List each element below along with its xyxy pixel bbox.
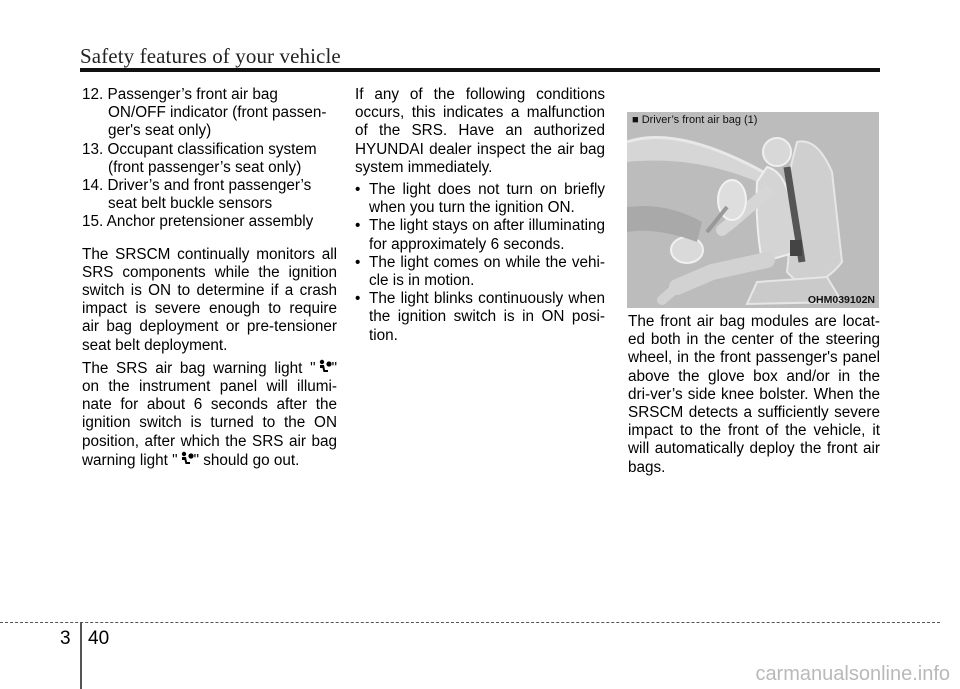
list-item: 13. Occupant classification system (front passenger’s seat only): [82, 140, 317, 176]
section-number: 3: [60, 628, 71, 649]
watermark-text: carmanualsonline.info: [755, 663, 950, 685]
list-item: 12. Passenger’s front air bag ON/OFF indicator (front passen-ger's seat only): [82, 86, 327, 140]
list-item: • The light comes on while the vehi-cle is in motion.: [355, 254, 605, 290]
front-airbag-paragraph: The front air bag modules are locat-ed both in the center of the steering wheel, in the front passenger's panel above the glove box and/or in the dri-ver’s side knee bolster. When the SRSCM detects a sufficiently severe impact to the front of the vehicle, it will automatically deploy the front air bags.: [628, 313, 880, 476]
warning-light-paragraph: The SRS air bag warning light " " on the instrument panel will illumi-nate for about 6 seconds after the ignition switch is turned to the ON position, after which the SRS air bag warning light " " should go out.: [82, 359, 337, 469]
driver-airbag-illustration: [627, 112, 879, 308]
list-item: • The light blinks continuously when the ignition switch is in ON posi-tion.: [355, 290, 605, 345]
page-number-divider: [80, 622, 82, 689]
list-item: 14. Driver’s and front passenger’s seat belt buckle sensors: [82, 177, 312, 213]
footer-rule: [0, 622, 940, 623]
page-number: 40: [88, 628, 110, 649]
malfunction-intro: If any of the following conditions occurs, this indicates a malfunction of the SRS. Have an authorized HYUNDAI dealer inspect the air bag system immediately.: [355, 86, 605, 176]
airbag-warning-icon: [178, 451, 194, 467]
list-item: • The light does not turn on briefly when you turn the ignition ON.: [355, 181, 605, 217]
airbag-diagram: [627, 112, 879, 308]
srscm-paragraph: The SRSCM continually monitors all SRS components while the ignition switch is ON to determine if a crash impact is severe enough to require air bag deployment or pre-tensioner seat belt deployment.: [82, 245, 337, 354]
figure-code: OHM039102N: [807, 294, 875, 306]
airbag-warning-icon: [316, 359, 332, 375]
header-rule: [80, 68, 880, 72]
column-right: [628, 313, 880, 477]
column-middle: [355, 86, 605, 345]
page-header-title: Safety features of your vehicle: [80, 44, 341, 68]
column-left: [82, 86, 337, 470]
list-item: 15. Anchor pretensioner assembly: [82, 213, 314, 231]
figure-caption: ■ Driver’s front air bag (1): [632, 114, 758, 126]
list-item: • The light stays on after illuminating for approximately 6 seconds.: [355, 217, 605, 253]
